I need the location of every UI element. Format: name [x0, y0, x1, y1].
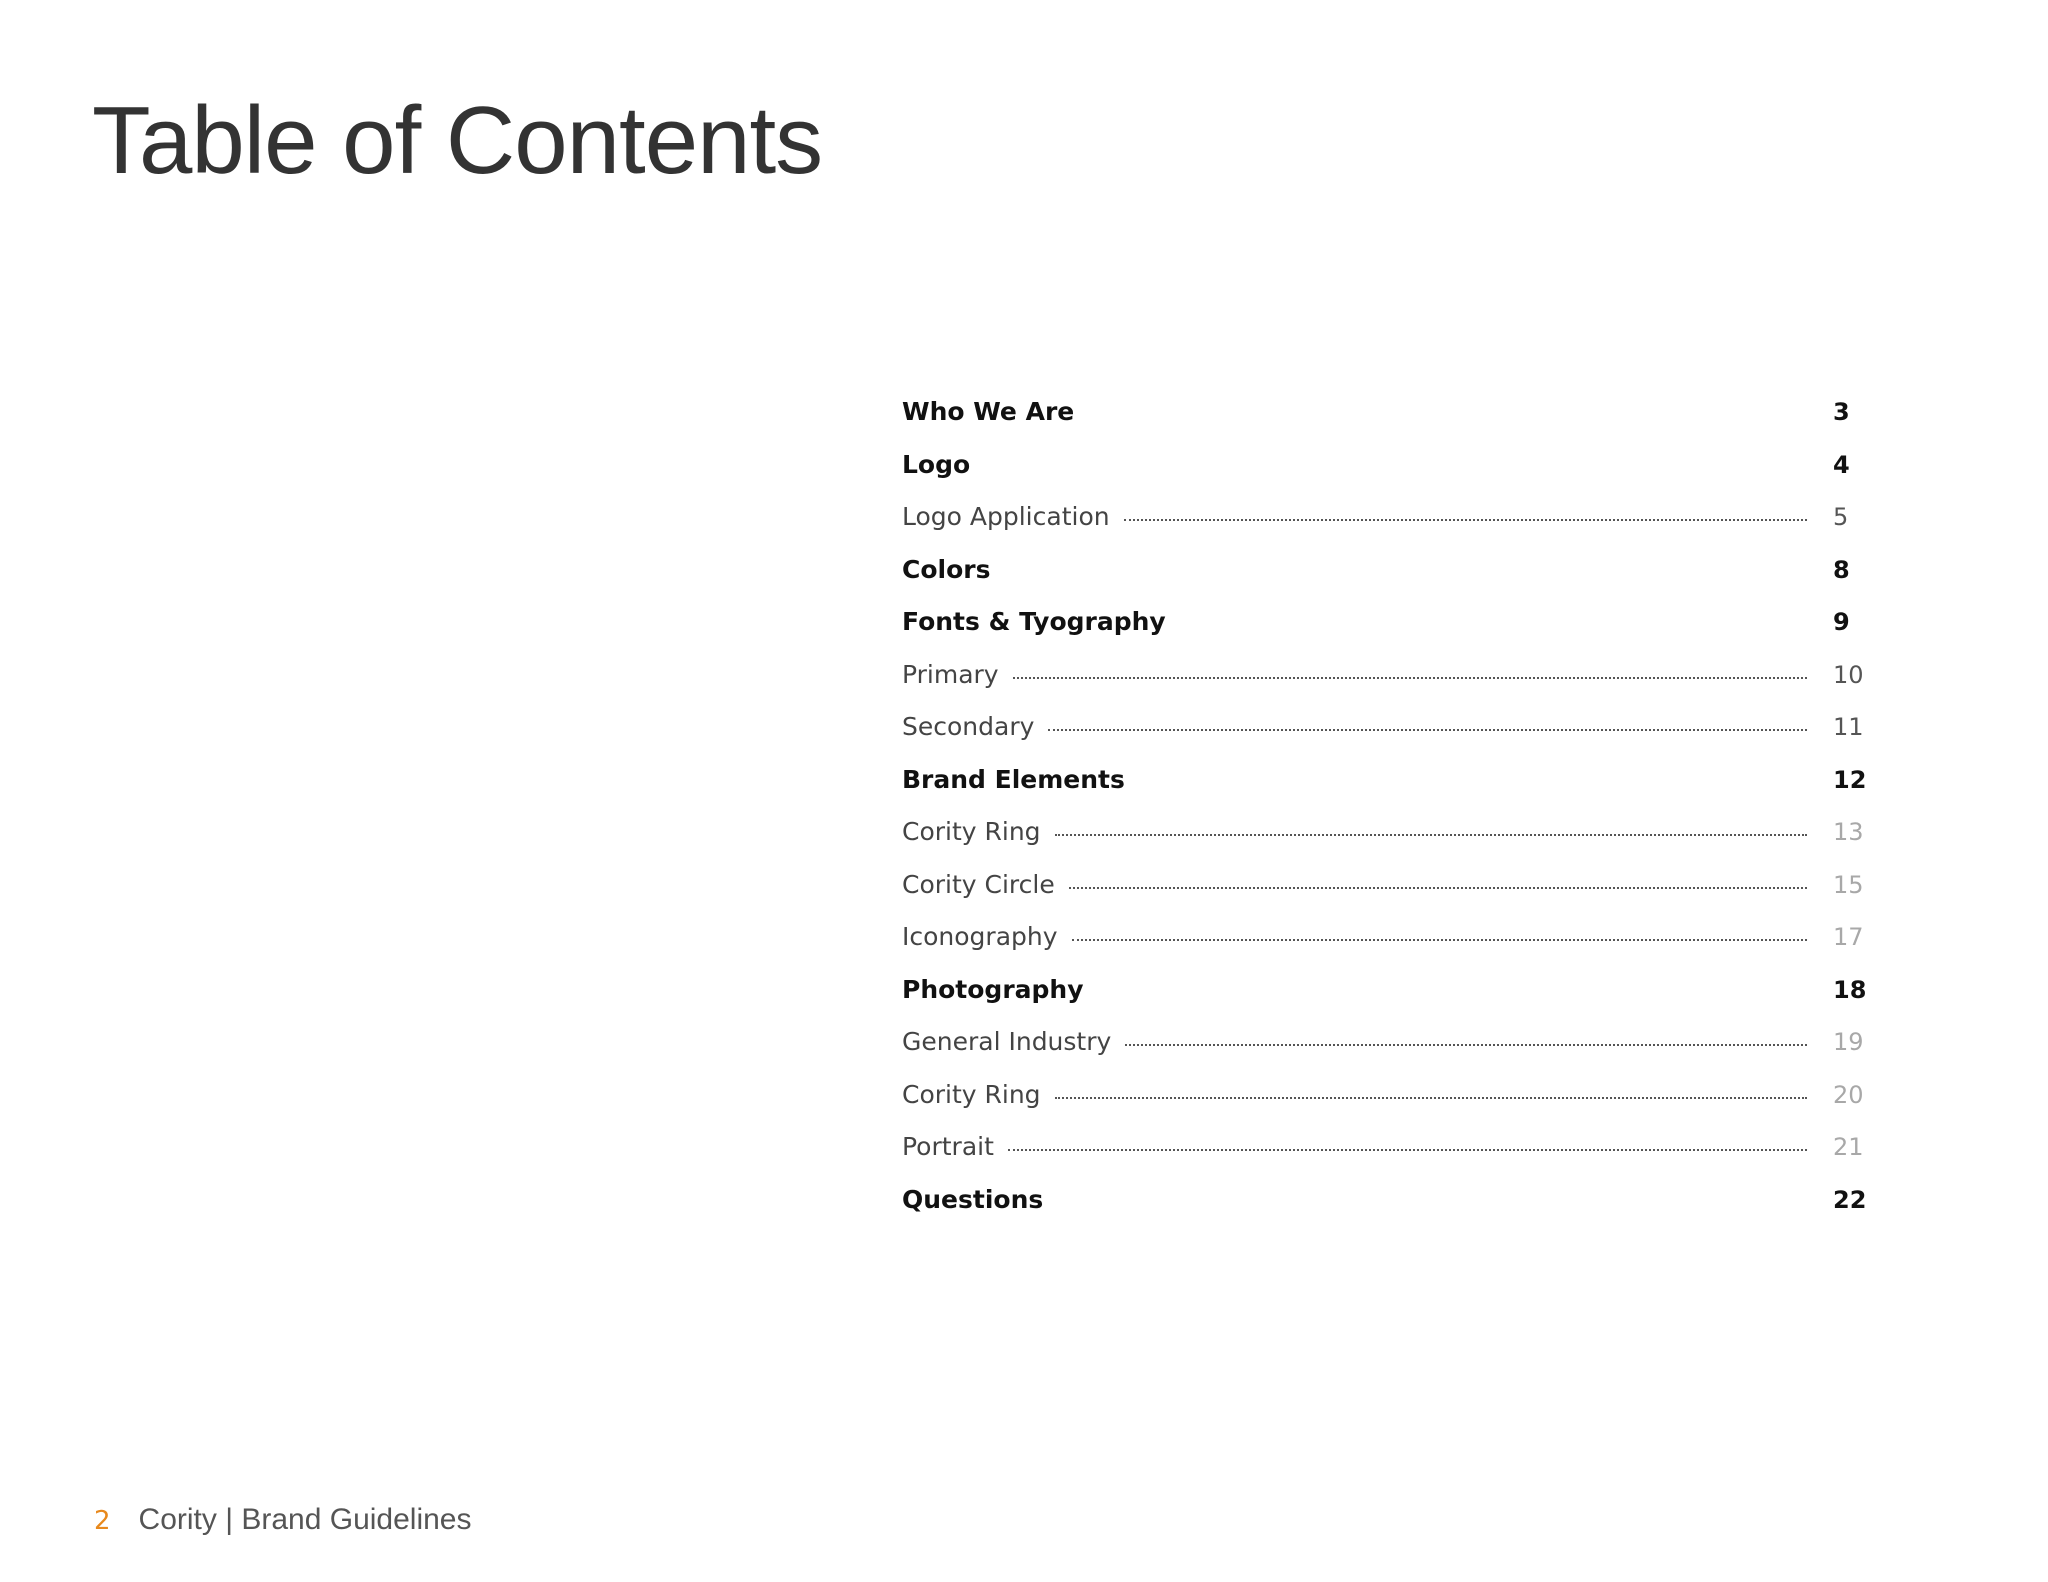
- toc-entry-label: General Industry: [902, 1027, 1112, 1056]
- toc-entry-page: 21: [1833, 1133, 1864, 1161]
- toc-entry-label: Questions: [902, 1184, 1044, 1214]
- toc-entry-label: Logo Application: [902, 502, 1110, 531]
- toc-entry-colors[interactable]: [902, 555, 1877, 608]
- dotted-leader: [1124, 518, 1807, 521]
- toc-entry-page: 19: [1833, 1028, 1864, 1056]
- toc-entry-fonts-typography[interactable]: [902, 607, 1877, 660]
- toc-entry-logo[interactable]: [902, 450, 1877, 503]
- toc-entry-page: 4: [1833, 450, 1850, 479]
- toc-entry-page: 17: [1833, 923, 1864, 951]
- toc-entry-label: Secondary: [902, 712, 1035, 741]
- toc-entry-label: Cority Ring: [902, 1079, 1041, 1109]
- dotted-leader: [1055, 833, 1807, 836]
- toc-entry-label: Primary: [902, 659, 999, 689]
- toc-entry-portrait[interactable]: [902, 1132, 1877, 1185]
- table-of-contents: [902, 397, 1877, 1237]
- toc-entry-cority-circle[interactable]: [902, 870, 1877, 923]
- toc-entry-label: Iconography: [902, 922, 1058, 951]
- toc-entry-page: 10: [1833, 660, 1864, 689]
- toc-entry-label: Brand Elements: [902, 764, 1125, 794]
- toc-entry-secondary[interactable]: [902, 712, 1877, 765]
- toc-entry-page: 13: [1833, 818, 1864, 846]
- toc-entry-who-we-are[interactable]: [902, 397, 1877, 450]
- toc-entry-primary[interactable]: [902, 660, 1877, 713]
- page-footer: [94, 1503, 472, 1537]
- dotted-leader: [1072, 938, 1807, 941]
- toc-entry-page: 18: [1833, 975, 1867, 1004]
- dotted-leader: [1125, 1043, 1807, 1046]
- toc-entry-page: 12: [1833, 765, 1867, 794]
- toc-entry-page: 5: [1833, 503, 1849, 531]
- dotted-leader: [1048, 728, 1807, 731]
- toc-entry-page: 20: [1833, 1080, 1864, 1109]
- toc-entry-label: Cority Circle: [902, 869, 1055, 899]
- footer-document-title: Cority | Brand Guidelines: [138, 1503, 472, 1536]
- toc-entry-cority-ring[interactable]: [902, 817, 1877, 870]
- toc-entry-label: Colors: [902, 554, 991, 584]
- toc-entry-brand-elements[interactable]: [902, 765, 1877, 818]
- dotted-leader: [1013, 676, 1807, 679]
- dotted-leader: [1069, 886, 1807, 889]
- toc-entry-label: Portrait: [902, 1132, 994, 1161]
- toc-entry-iconography[interactable]: [902, 922, 1877, 975]
- toc-entry-label: Who We Are: [902, 397, 1075, 426]
- toc-entry-general-industry[interactable]: [902, 1027, 1877, 1080]
- toc-entry-page: 22: [1833, 1185, 1867, 1214]
- toc-entry-photography[interactable]: [902, 975, 1877, 1028]
- footer-page-number: 2: [94, 1506, 111, 1536]
- toc-entry-label: Fonts & Tyography: [902, 607, 1166, 636]
- dotted-leader: [1055, 1096, 1807, 1099]
- toc-entry-cority-ring-photo[interactable]: [902, 1080, 1877, 1133]
- dotted-leader: [1008, 1148, 1807, 1151]
- toc-entry-page: 15: [1833, 870, 1864, 899]
- toc-entry-page: 11: [1833, 713, 1864, 741]
- toc-entry-logo-application[interactable]: [902, 502, 1877, 555]
- page-title: Table of Contents: [92, 87, 823, 194]
- toc-entry-questions[interactable]: [902, 1185, 1877, 1238]
- toc-entry-label: Cority Ring: [902, 817, 1041, 846]
- toc-entry-label: Photography: [902, 974, 1084, 1004]
- toc-entry-page: 3: [1833, 398, 1850, 426]
- toc-entry-page: 8: [1833, 555, 1850, 584]
- toc-entry-label: Logo: [902, 449, 971, 479]
- toc-entry-page: 9: [1833, 608, 1850, 636]
